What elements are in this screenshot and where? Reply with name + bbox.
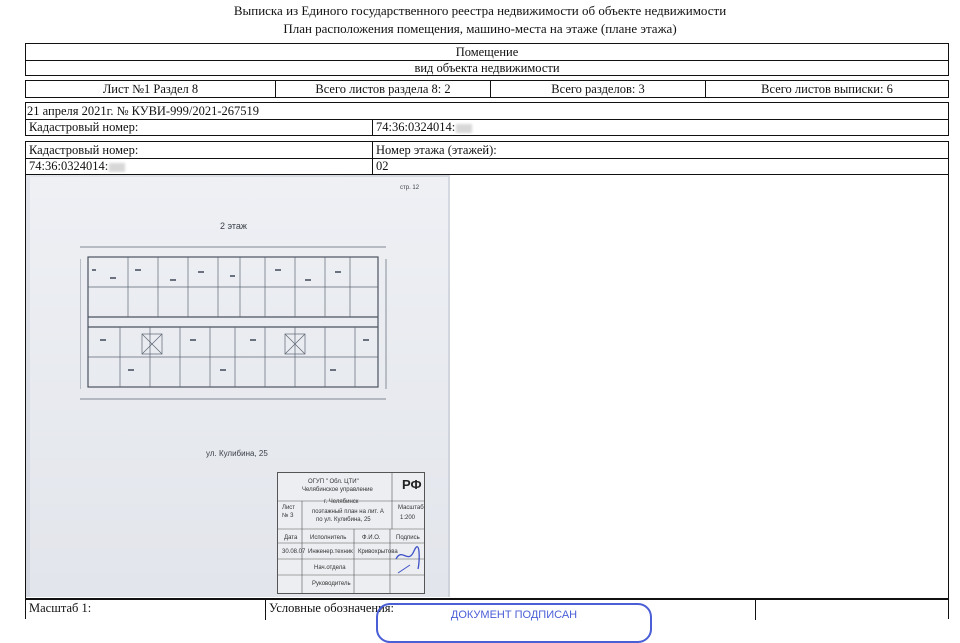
floor-number-value: 02 xyxy=(376,159,389,173)
redacted-mark xyxy=(456,124,472,133)
section-sheets-count: Всего листов раздела 8: 2 xyxy=(315,82,451,96)
sheet-info-row xyxy=(25,80,949,98)
stamp-col-name: Ф.И.О. xyxy=(362,535,381,541)
digital-signature-stamp xyxy=(376,603,652,643)
stamp-date: 30.08.07 xyxy=(282,549,306,555)
plan-street-address: ул. Кулибина, 25 xyxy=(206,449,268,458)
statement-info-box xyxy=(25,102,949,136)
stamp-col-exec: Исполнитель xyxy=(310,535,347,541)
floor-number-label: Номер этажа (этажей): xyxy=(376,143,497,157)
stamp-scale-label: Масштаб xyxy=(398,505,424,511)
cadastral-value xyxy=(373,120,773,134)
object-type-box xyxy=(25,43,949,76)
footer-scale: Масштаб 1: xyxy=(29,601,92,615)
stamp-city: г. Челябинск xyxy=(324,499,359,505)
stamp-sheet-label: Лист xyxy=(282,505,296,511)
stamp-executor-name: Кривохрытова xyxy=(358,549,398,555)
footer-legend: Условные обозначения: xyxy=(269,601,395,615)
stamp-col-sign: Подпись xyxy=(396,535,420,541)
stamp-dept: Челябинское управление xyxy=(302,487,373,493)
floor-plan-image xyxy=(26,175,450,597)
stamp-grid xyxy=(278,473,424,593)
floor-plan-drawing xyxy=(80,239,390,409)
bti-stamp xyxy=(277,472,425,594)
statement-date-number: 21 апреля 2021г. № КУВИ-999/2021-267519 xyxy=(27,104,259,118)
document-subtitle: План расположения помещения, машино-места на этаже (плане этажа) xyxy=(283,21,677,36)
cadastral-number: 74:36:0324014: xyxy=(376,120,456,134)
building-cadastral-label: Кадастровый номер: xyxy=(29,143,139,157)
object-type-caption: вид объекта недвижимости xyxy=(414,61,560,75)
redacted-mark xyxy=(109,163,125,172)
stamp-head-dept: Нач.отдела xyxy=(314,565,346,571)
plan-page-number: стр. 12 xyxy=(400,185,420,191)
stamp-badge: РФ xyxy=(402,477,422,492)
stamp-org: ОГУП " Обл. ЦТИ" xyxy=(308,479,359,485)
sections-count: Всего разделов: 3 xyxy=(551,82,645,96)
stamp-col-date: Дата xyxy=(284,535,298,541)
stamp-executor: Инженер.техник xyxy=(308,549,353,555)
building-cadastral-number: 74:36:0324014: xyxy=(29,159,109,173)
stamp-head: Руководитель xyxy=(312,581,351,587)
building-cadastral-value xyxy=(26,159,366,173)
stamp-plan-desc-1: поэтажный план на лит. А xyxy=(312,509,384,515)
stamp-plan-desc-2: по ул. Кулибина, 25 xyxy=(316,517,371,523)
plan-floor-title: 2 этаж xyxy=(220,221,247,231)
total-sheets-count: Всего листов выписки: 6 xyxy=(761,82,893,96)
object-type: Помещение xyxy=(455,45,519,59)
sheet-number: Лист №1 Раздел 8 xyxy=(102,82,199,96)
document-title: Выписка из Единого государственного реестра недвижимости об объекте недвижимости xyxy=(233,3,727,18)
stamp-sheet-number: № 3 xyxy=(282,513,294,519)
cadastral-label: Кадастровый номер: xyxy=(29,120,139,134)
stamp-scale-value: 1:200 xyxy=(400,515,416,521)
signature-caption: ДОКУМЕНТ ПОДПИСАН xyxy=(450,609,578,621)
